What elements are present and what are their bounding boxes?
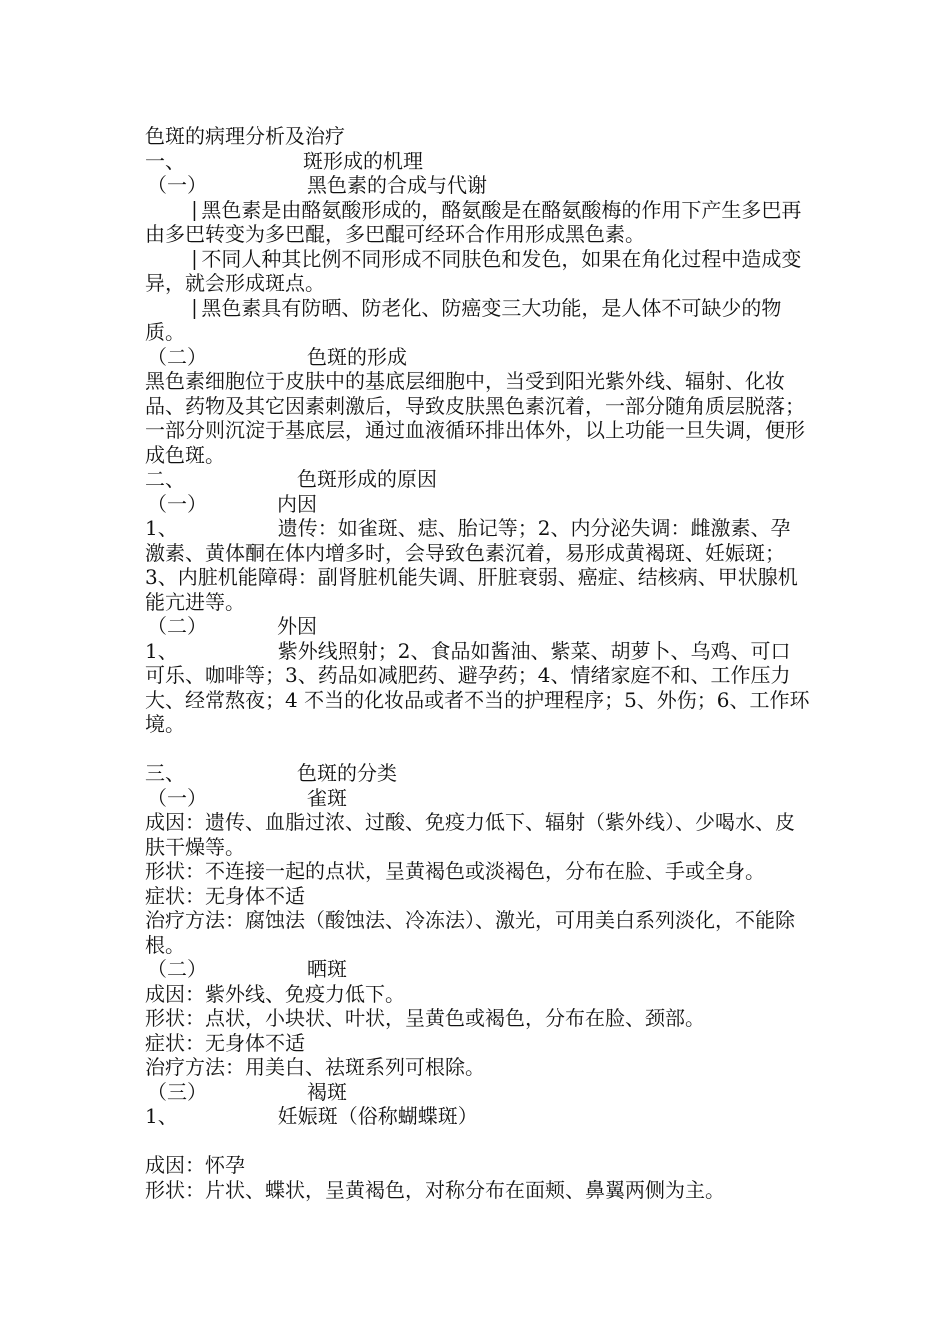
document-page [145,124,810,1202]
paragraph: ⎹ 黑色素是由酪氨酸形成的，酪氨酸是在酪氨酸梅的作用下产生多巴再由多巴转变为多巴醌，多巴醌可经环合作用形成黑色素。 [145,197,802,246]
subsection-number: （一） [147,491,207,516]
subsection-number: （三） [147,1079,207,1104]
subsection-1-1-heading [145,173,810,198]
item-number: 1、 [145,516,178,540]
paragraph-text: 紫外线照射；2、食品如酱油、紫菜、胡萝卜、乌鸡、可口可乐、咖啡等；3、药品如减肥药、避孕药；4、情绪家庭不和、工作压力大、经常熬夜；4 不当的化妆品或者不当的护理程序；5、外伤；6、工作环境。 [145,638,810,736]
item-title: 妊娠斑（俗称蝴蝶斑） [277,1104,478,1128]
section-number: 二、 [145,467,185,491]
section-title: 斑形成的机理 [303,148,423,173]
subsection-3-3-heading [145,1080,810,1105]
subsection-3-1-heading [145,786,810,811]
item-3-3-1-heading [145,1104,810,1129]
paragraph-shape: 形状：点状，小块状、叶状，呈黄色或褐色，分布在脸、颈部。 [145,1006,705,1030]
subsection-number: （一） [147,173,207,197]
subsection-2-1-heading [145,492,810,517]
subsection-number: （二） [147,957,207,981]
subsection-title: 晒斑 [307,957,347,981]
section-number: 三、 [145,761,185,785]
section-2-heading [145,467,810,492]
item-number: 1、 [145,638,178,663]
paragraph [145,639,810,737]
section-title: 色斑形成的原因 [297,467,437,491]
paragraph-treatment: 治疗方法：用美白、祛斑系列可根除。 [145,1055,485,1079]
paragraph-cause: 成因：怀孕 [145,1153,245,1177]
paragraph: 黑色素细胞位于皮肤中的基底层细胞中，当受到阳光紫外线、辐射、化妆品、药物及其它因素刺激后，导致皮肤黑色素沉着，一部分随角质层脱落；一部分则沉淀于基底层，通过血液循环排出体外，以上功能一旦失调，便形成色斑。 [145,369,805,467]
subsection-number: （二） [147,344,207,369]
section-3-heading [145,761,810,786]
paragraph-shape: 形状：不连接一起的点状，呈黄褐色或淡褐色，分布在脸、手或全身。 [145,859,765,883]
paragraph-cause: 成因：遗传、血脂过浓、过酸、免疫力低下、辐射（紫外线）、少喝水、皮肤干燥等。 [145,810,795,859]
paragraph: ⎹ 不同人种其比例不同形成不同肤色和发色，如果在角化过程中造成变异，就会形成斑点。 [145,246,802,295]
spacer [145,1129,810,1154]
paragraph-shape: 形状：片状、蝶状，呈黄褐色，对称分布在面颊、鼻翼两侧为主。 [145,1177,725,1202]
paragraph: ⎹ 黑色素具有防晒、防老化、防癌变三大功能，是人体不可缺少的物质。 [145,295,782,344]
item-number: 1、 [145,1104,178,1128]
subsection-number: （一） [147,785,207,810]
subsection-title: 雀斑 [307,785,347,810]
subsection-title: 黑色素的合成与代谢 [307,173,487,197]
subsection-title: 褐斑 [307,1079,347,1104]
subsection-1-2-heading [145,345,810,370]
subsection-title: 内因 [277,491,317,516]
subsection-title: 外因 [277,614,317,638]
section-title: 色斑的分类 [297,761,397,785]
paragraph-text: 遗传：如雀斑、痣、胎记等；2、内分泌失调：雌激素、孕激素、黄体酮在体内增多时，会导致色素沉着，易形成黄褐斑、妊娠斑；3、内脏机能障碍：副肾脏机能失调、肝脏衰弱、癌症、结核病、甲状腺机能亢进等。 [145,516,798,614]
paragraph-symptom: 症状：无身体不适 [145,1030,305,1055]
paragraph [145,516,810,614]
subsection-number: （二） [147,614,207,638]
subsection-3-2-heading [145,957,810,982]
paragraph-cause: 成因：紫外线、免疫力低下。 [145,981,405,1006]
subsection-title: 色斑的形成 [307,344,407,369]
paragraph-treatment: 治疗方法：腐蚀法（酸蚀法、冷冻法）、激光，可用美白系列淡化，不能除根。 [145,908,795,957]
document-title: 色斑的病理分析及治疗 [145,124,345,148]
subsection-2-2-heading [145,614,810,639]
section-1-heading [145,149,810,174]
section-number: 一、 [145,148,185,173]
paragraph-symptom: 症状：无身体不适 [145,883,305,908]
spacer [145,737,810,762]
